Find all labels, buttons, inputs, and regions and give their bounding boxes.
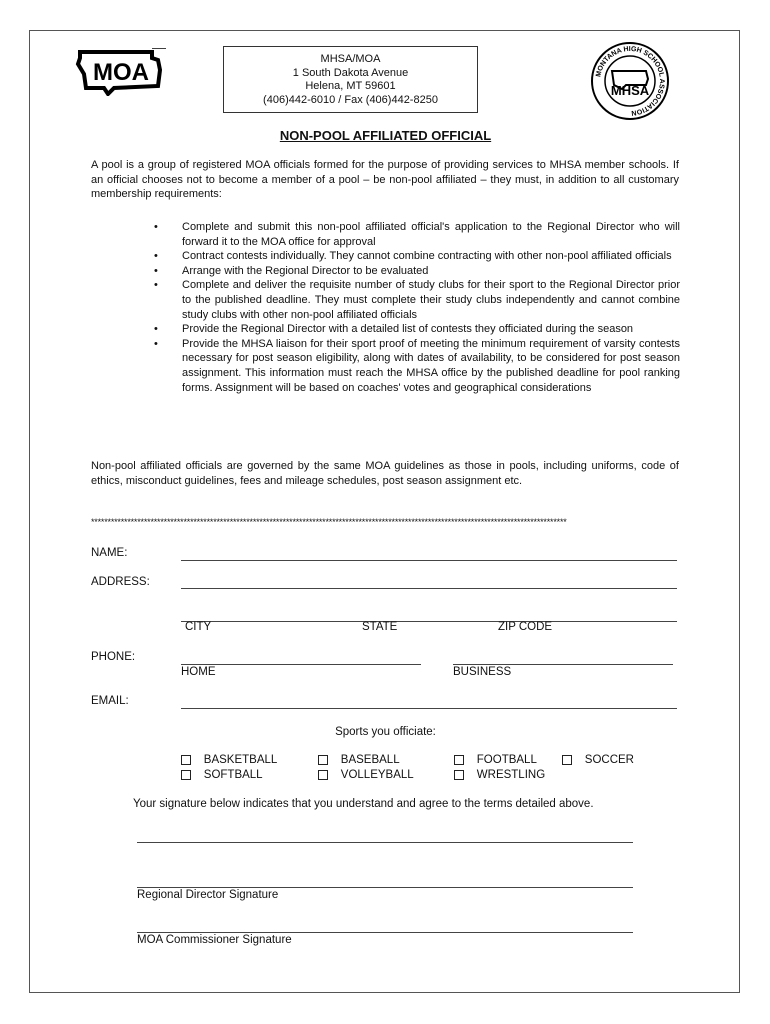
checkbox[interactable] bbox=[562, 755, 572, 765]
address-label: ADDRESS: bbox=[91, 576, 150, 588]
moa-logo-text: MOA bbox=[93, 59, 149, 86]
sports-heading: Sports you officiate: bbox=[335, 726, 436, 738]
moa-commissioner-signature-line[interactable] bbox=[137, 932, 633, 933]
bullet-icon: • bbox=[154, 279, 158, 292]
official-signature-line[interactable] bbox=[137, 842, 633, 843]
home-label: HOME bbox=[181, 666, 216, 678]
moa-logo bbox=[74, 48, 166, 96]
checkbox[interactable] bbox=[318, 755, 328, 765]
list-item: • Arrange with the Regional Director to be evaluated bbox=[154, 264, 429, 277]
list-item: • Complete and deliver the requisite number of study clubs for their sport to the Regional Director prior to the published deadline. They must complete their study clubs independently and cannot combine study clubs with other non-pool affiliated officials bbox=[154, 279, 680, 321]
list-item: • Complete and submit this non-pool affiliated official's application to the Regional Director who will forward it to the MOA office for approval bbox=[154, 221, 680, 248]
requirements-list bbox=[154, 220, 680, 395]
sport-option-basketball[interactable]: BASKETBALL bbox=[181, 754, 277, 766]
document-page bbox=[29, 30, 740, 993]
city-state-zip-field[interactable] bbox=[181, 621, 677, 622]
city-state-zip: Helena, MT 59601 bbox=[305, 80, 396, 92]
bullet-icon: • bbox=[154, 250, 158, 263]
email-label: EMAIL: bbox=[91, 695, 129, 707]
list-item: • Contract contests individually. They cannot combine contracting with other non-pool affiliated officials bbox=[154, 250, 672, 263]
closing-paragraph: Non-pool affiliated officials are governed by the same MOA guidelines as those in pools, including uniforms, code of ethics, misconduct guidelines, fees and mileage schedules, post season assignment etc. bbox=[91, 460, 679, 487]
intro-paragraph: A pool is a group of registered MOA officials formed for the purpose of providing services to MHSA member schools. If an official chooses not to become a member of a pool – be non-pool affiliated – they must, in addition to all customary membership requirements: bbox=[91, 159, 679, 200]
regional-director-signature-label: Regional Director Signature bbox=[137, 889, 279, 901]
list-item: • Provide the Regional Director with a detailed list of contests they officiated during the season bbox=[154, 323, 634, 336]
mhsa-seal-ring-text: MONTANA HIGH SCHOOL ASSOCIATION bbox=[595, 45, 666, 117]
sport-option-wrestling[interactable]: WRESTLING bbox=[454, 769, 545, 781]
bullet-icon: • bbox=[154, 337, 158, 350]
bullet-icon: • bbox=[154, 264, 158, 277]
mhsa-seal-text: MHSA bbox=[610, 83, 650, 98]
state-label: STATE bbox=[362, 621, 398, 633]
checkbox[interactable] bbox=[318, 770, 328, 780]
business-phone-field[interactable] bbox=[453, 664, 673, 665]
bullet-icon: • bbox=[154, 323, 158, 336]
sport-option-baseball[interactable]: BASEBALL bbox=[318, 754, 400, 766]
phone-fax: (406)442-6010 / Fax (406)442-8250 bbox=[263, 93, 438, 106]
sport-option-volleyball[interactable]: VOLLEYBALL bbox=[318, 769, 414, 781]
checkbox[interactable] bbox=[181, 770, 191, 780]
street-address: 1 South Dakota Avenue bbox=[292, 66, 409, 79]
moa-commissioner-signature-label: MOA Commissioner Signature bbox=[137, 934, 292, 946]
org-name: MHSA/MOA bbox=[320, 53, 381, 65]
zip-code-label: ZIP CODE bbox=[498, 621, 553, 633]
checkbox[interactable] bbox=[181, 755, 191, 765]
asterisk-separator: ************************************************************************************************************************************************ bbox=[91, 517, 567, 527]
sport-option-football[interactable]: FOOTBALL bbox=[454, 754, 537, 766]
phone-label: PHONE: bbox=[91, 651, 136, 663]
sport-option-soccer[interactable]: SOCCER bbox=[562, 754, 634, 766]
checkbox[interactable] bbox=[454, 755, 464, 765]
city-label: CITY bbox=[185, 621, 212, 633]
signature-statement: Your signature below indicates that you understand and agree to the terms detailed above. bbox=[133, 798, 594, 810]
name-field[interactable] bbox=[181, 560, 677, 561]
sport-option-softball[interactable]: SOFTBALL bbox=[181, 769, 263, 781]
bullet-icon: • bbox=[154, 221, 158, 233]
regional-director-signature-line[interactable] bbox=[137, 887, 633, 888]
name-label: NAME: bbox=[91, 547, 128, 559]
checkbox[interactable] bbox=[454, 770, 464, 780]
home-phone-field[interactable] bbox=[181, 664, 421, 665]
list-item: • Provide the MHSA liaison for their sport proof of meeting the minimum requirement of varsity contests necessary for post season eligibility, along with dates of availability, to be considered for post season assignment. This information must reach the MHSA office by the published deadline for pool ranking forms. Assignment will be based on coaches' votes and geographical considerations bbox=[154, 337, 680, 394]
business-label: BUSINESS bbox=[453, 666, 512, 678]
mhsa-seal bbox=[590, 41, 670, 121]
address-field[interactable] bbox=[181, 588, 677, 589]
page-title: NON-POOL AFFILIATED OFFICIAL bbox=[279, 128, 492, 143]
address-box bbox=[223, 46, 478, 113]
email-field[interactable] bbox=[181, 708, 677, 709]
